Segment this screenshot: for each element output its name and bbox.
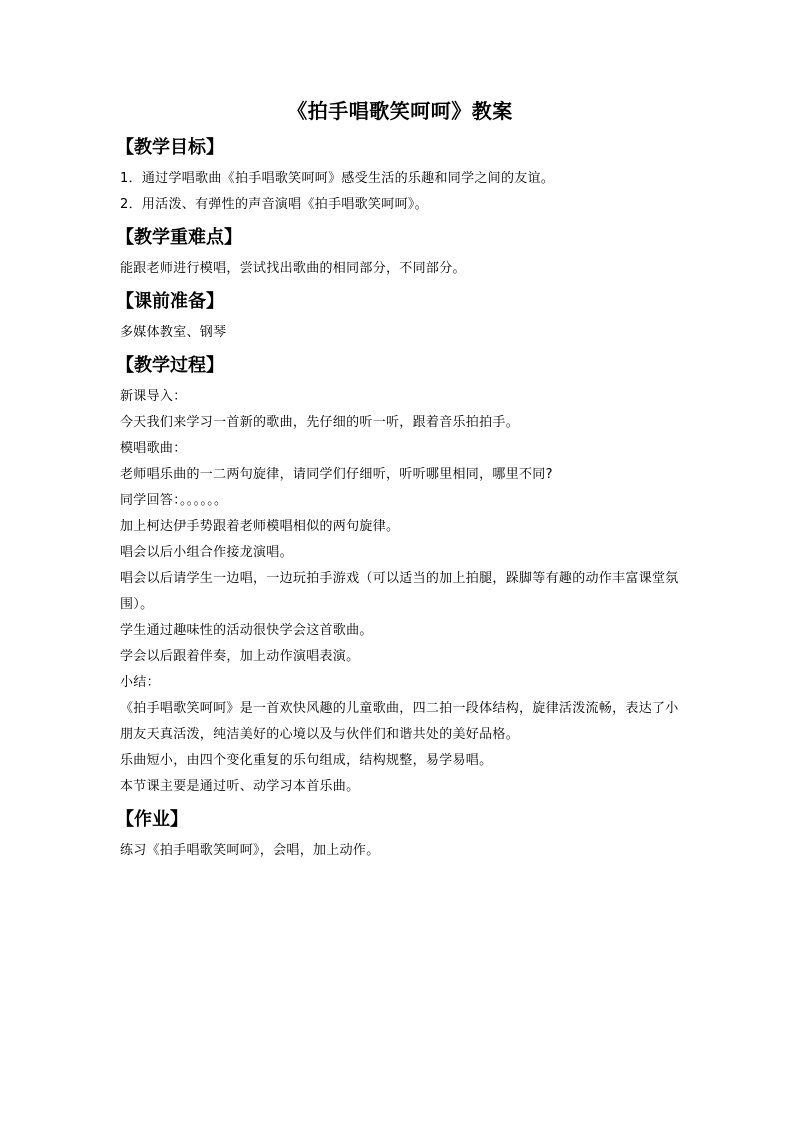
paragraph-line: 2．用活泼、有弹性的声音演唱《拍手唱歌笑呵呵》。 [120,197,428,212]
paragraph-line: 多媒体教室、钢琴 [120,325,227,340]
section-2 [116,288,680,346]
paragraph-line: 1．通过学唱歌曲《拍手唱歌笑呵呵》感受生活的乐趣和同学之间的友谊。 [120,171,555,186]
paragraph-line: 学会以后跟着伴奏，加上动作演唱表演。 [120,649,360,664]
paragraph-line: 本节课主要是通过听、动学习本首乐曲。 [120,779,360,794]
document-body [116,134,680,864]
paragraph-line: 练习《拍手唱歌笑呵呵》，会唱，加上动作。 [120,843,380,858]
paragraph-line: 新课导入： [120,389,187,404]
paragraph-line: 《拍手唱歌笑呵呵》是一首欢快风趣的儿童歌曲，四二拍一段体结构，旋律活泼流畅，表达了小朋友天真活泼，纯洁美好的心境以及与伙伴们和谐共处的美好品格。 [120,701,679,742]
section-heading: 【教学过程】 [116,355,224,376]
paragraph-line: 今天我们来学习一首新的歌曲，先仔细的听一听，跟着音乐拍拍手。 [120,415,520,430]
section-4 [116,806,680,864]
paragraph-line: 乐曲短小，由四个变化重复的乐句组成，结构规整，易学易唱。 [120,753,493,768]
section-heading: 【课前准备】 [116,291,224,312]
section-0 [116,134,680,218]
section-3 [116,352,680,800]
document-page [116,96,680,870]
paragraph-line: 学生通过趣味性的活动很快学会这首歌曲。 [120,623,373,638]
section-1 [116,224,680,282]
section-heading: 【教学重难点】 [116,227,242,248]
paragraph-line: 小结： [120,675,160,690]
paragraph-line: 加上柯达伊手势跟着老师模唱相似的两句旋律。 [120,519,400,534]
paragraph-line: 唱会以后小组合作接龙演唱。 [120,545,293,560]
document-title: 《拍手唱歌笑呵呵》教案 [287,99,513,123]
paragraph-line: 唱会以后请学生一边唱，一边玩拍手游戏（可以适当的加上拍腿，跺脚等有趣的动作丰富课堂氛围）。 [120,571,679,612]
paragraph-line: 模唱歌曲： [120,441,187,456]
paragraph-line: 老师唱乐曲的一二两句旋律，请同学们仔细听，听听哪里相同，哪里不同? [120,467,553,482]
paragraph-line: 能跟老师进行模唱，尝试找出歌曲的相同部分，不同部分。 [120,261,466,276]
section-heading: 【作业】 [116,809,188,830]
section-heading: 【教学目标】 [116,137,224,158]
paragraph-line: 同学回答：。。。。。。 [120,493,228,508]
